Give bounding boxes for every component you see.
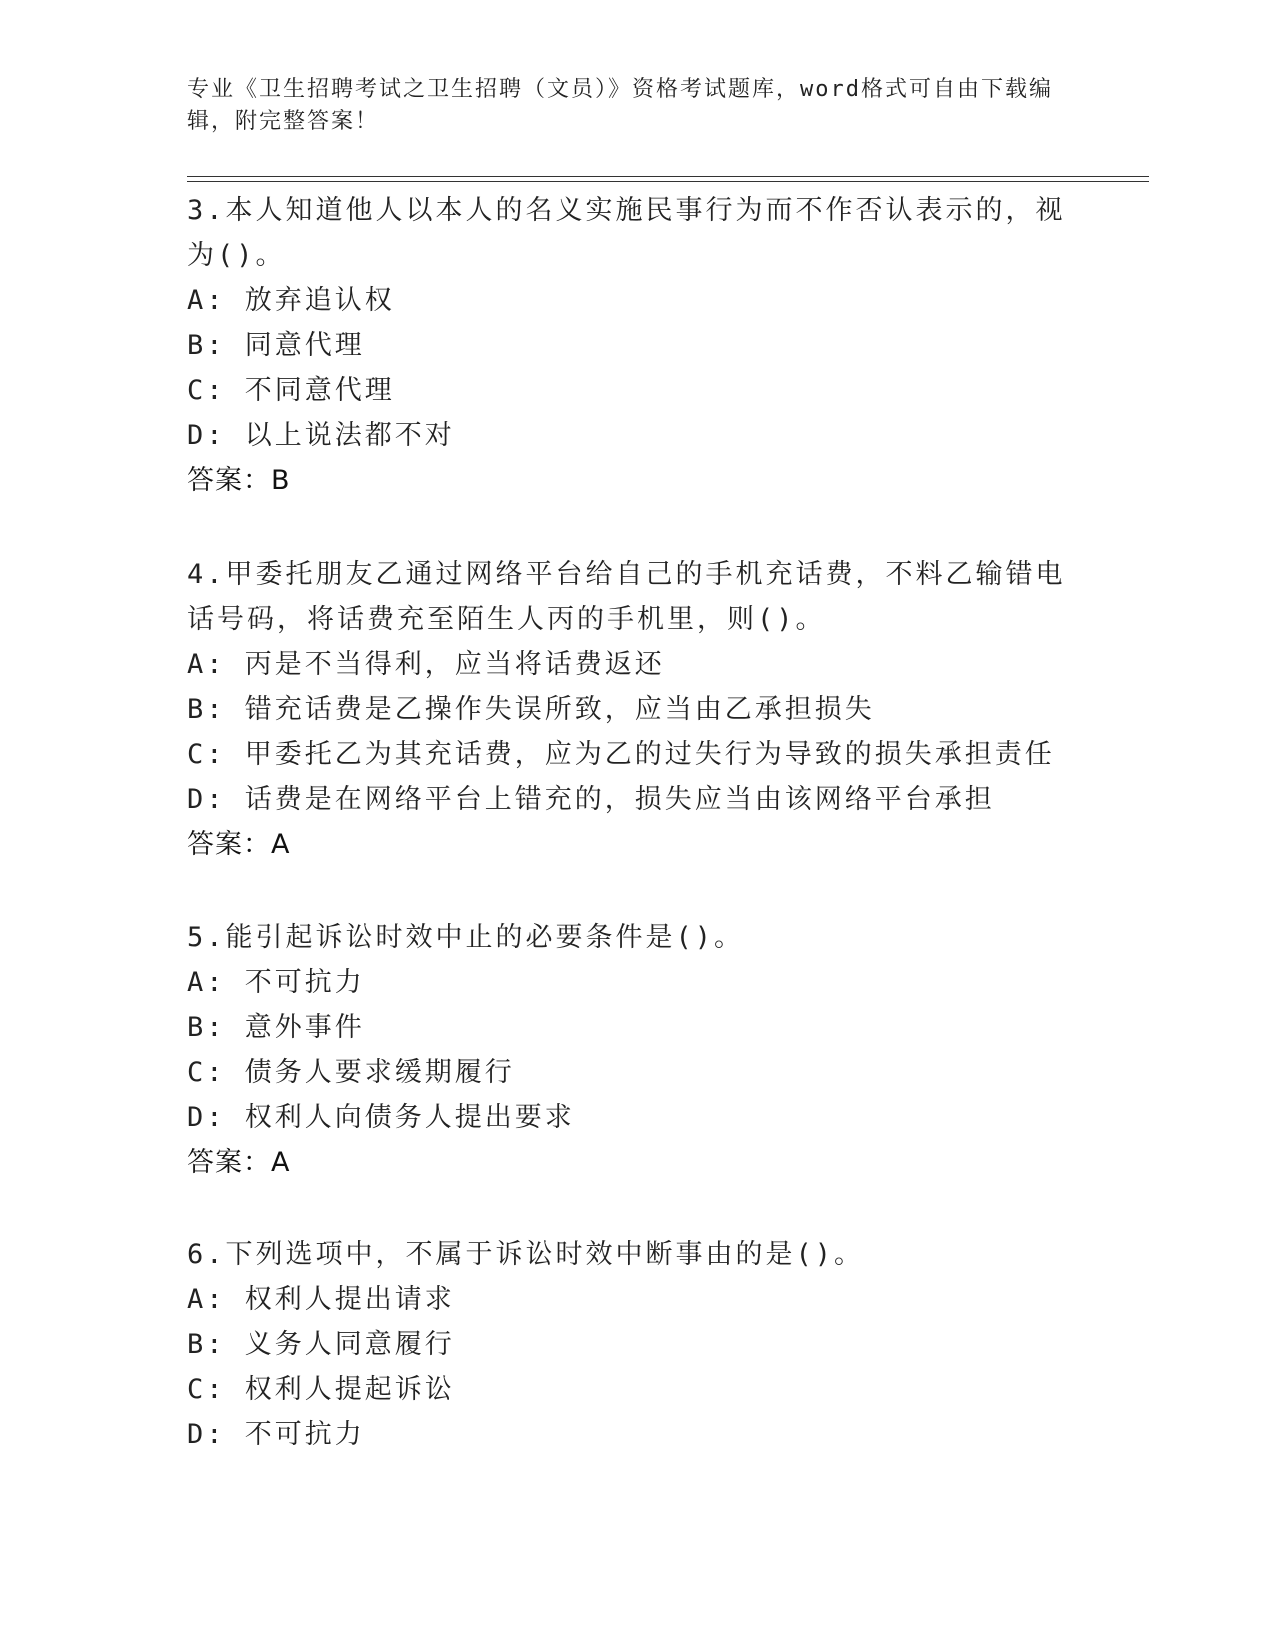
question-stem: 6.下列选项中，不属于诉讼时效中断事由的是()。 [187,1239,865,1270]
question-5 [187,915,1067,1185]
question-stem: 5.能引起诉讼时效中止的必要条件是()。 [187,922,745,953]
option-d: D: 权利人向债务人提出要求 [187,1102,575,1133]
option-c: C: 甲委托乙为其充话费，应为乙的过失行为导致的损失承担责任 [187,739,1055,770]
option-a: A: 权利人提出请求 [187,1284,455,1315]
option-c: C: 不同意代理 [187,375,395,406]
option-b: B: 义务人同意履行 [187,1329,455,1360]
option-a: A: 丙是不当得利，应当将话费返还 [187,649,665,680]
answer: 答案：A [187,1147,291,1178]
document-header: 专业《卫生招聘考试之卫生招聘（文员）》资格考试题库，word格式可自由下载编辑，附完整答案！ [187,77,1053,134]
option-d: D: 话费是在网络平台上错充的，损失应当由该网络平台承担 [187,784,995,815]
option-a: A: 不可抗力 [187,967,365,998]
option-d: D: 以上说法都不对 [187,420,455,451]
answer: 答案：B [187,465,291,496]
option-c: C: 债务人要求缓期履行 [187,1057,515,1088]
option-a: A: 放弃追认权 [187,285,395,316]
question-3 [187,188,1067,503]
header-divider-bottom [187,181,1149,182]
option-c: C: 权利人提起诉讼 [187,1374,455,1405]
header-divider-top [187,176,1149,177]
option-d: D: 不可抗力 [187,1419,365,1450]
option-b: B: 意外事件 [187,1012,365,1043]
option-b: B: 同意代理 [187,330,365,361]
question-stem: 4.甲委托朋友乙通过网络平台给自己的手机充话费，不料乙输错电话号码，将话费充至陌生人丙的手机里，则()。 [187,559,1066,635]
option-b: B: 错充话费是乙操作失误所致，应当由乙承担损失 [187,694,875,725]
answer: 答案：A [187,829,291,860]
question-6 [187,1232,1067,1457]
question-stem: 3.本人知道他人以本人的名义实施民事行为而不作否认表示的，视为()。 [187,195,1066,271]
question-4 [187,552,1067,867]
